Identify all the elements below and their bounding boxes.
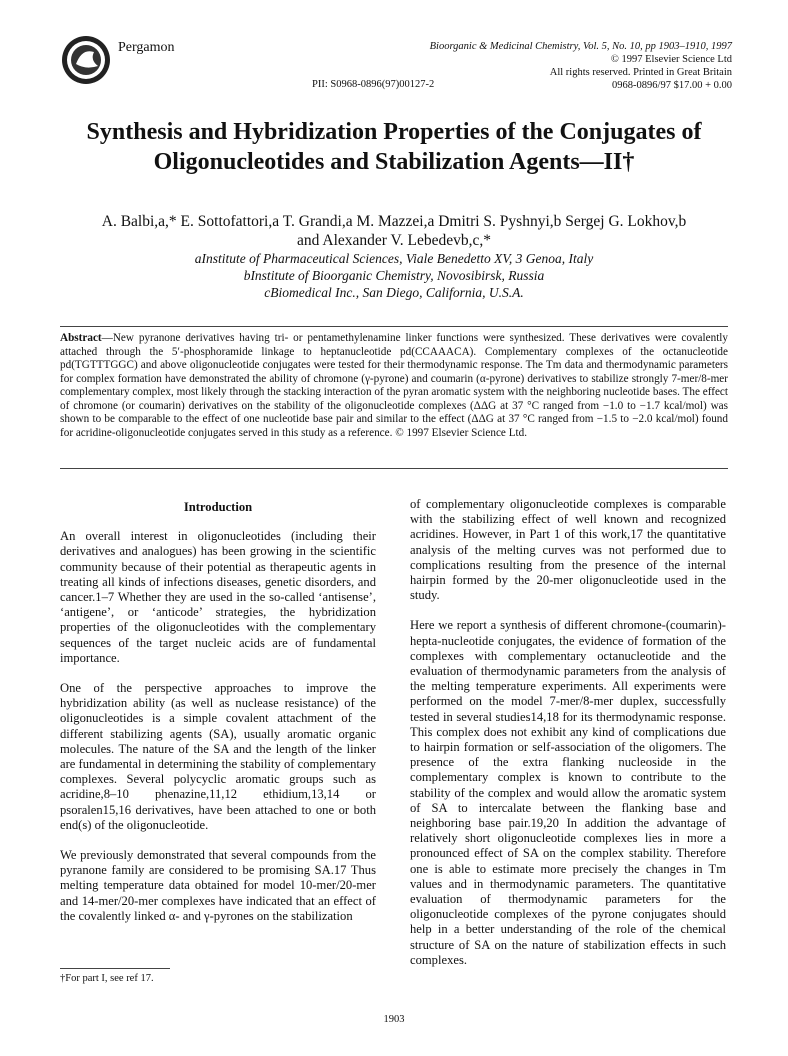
right-column: [410, 497, 726, 983]
pii-line: PII: S0968-0896(97)00127-2: [312, 79, 435, 90]
intro-paragraph-3: We previously demonstrated that several compounds from the pyranone family are considered to be promising SA.17 Thus melting temperature data obtained for model 10-mer/20-mer and 14-mer/20-mer complexes have indicated that an effect of the covalently linked α- and γ-pyrones on the stabilization: [60, 848, 376, 923]
journal-header: [430, 40, 732, 92]
intro-paragraph-2: One of the perspective approaches to improve the hybridization ability (as well as nuclease resistance) of the oligonucleotides is a simple covalent attachment of the different stabilizing agents (SA), usually aromatic organic molecules. The nature of the SA and the length of the linker are fundamental in determining the stability of complementary complexes. Several polycyclic aromatic groups such as acridine,8–10 phenazine,11,12 ethidium,13,14 or psoralen15,16 derivatives, have been attached to one or both end(s) of the oligonucleotide.: [60, 681, 376, 832]
footnote-rule: [60, 968, 170, 969]
abstract-top-rule: [60, 326, 728, 327]
footnote: †For part I, see ref 17.: [60, 973, 154, 984]
author-list: [40, 212, 748, 250]
pergamon-logo: [60, 34, 112, 86]
intro-paragraph-5: Here we report a synthesis of different chromone-(coumarin)-hepta-nucleotide conjugates, the evidence of formation of the complexes with complementary octanucleotide and the evaluation of thermodynamic parameters from the analysis of the melting temperature experiments. All experiments were performed on the model 7-mer/8-mer duplex, successfully tested in several studies14,18 for its thermodynamic response. This complex does not exhibit any kind of complications due to hairpin formation or self-association of the oligomers. The presence of the extra flanking nucleoside in the complementary complex is known to contribute to the stability of the complex and would allow the aromatic system of SA to intercalate between the flanking base and neighboring base pair.19,20 In addition the advantage of relatively short oligonucleotide complexes lies in more a pronounced effect of SA on the complex stability. Therefore one is able to estimate more precisely the changes in Tm values and in thermodynamic parameters. The quantitative evaluation of thermodynamic parameters for the oligonucleotide complexes of the pyrone conjugates should help in a better understanding of the role of the chemical structure of SA on the nature of stabilization effects in such complexes.: [410, 618, 726, 967]
affiliation-c: cBiomedical Inc., San Diego, California, U.S.A.: [264, 285, 524, 300]
introduction-heading: Introduction: [183, 500, 253, 514]
authors-line-2: and Alexander V. Lebedevb,c,*: [297, 232, 491, 249]
affiliation-a: aInstitute of Pharmaceutical Sciences, Viale Benedetto XV, 3 Genoa, Italy: [194, 251, 594, 266]
authors-line-1: A. Balbi,a,* E. Sottofattori,a T. Grandi,a M. Mazzei,a Dmitri S. Pyshnyi,b Sergej G. Lokhov,b: [101, 213, 687, 230]
publisher-name: Pergamon: [118, 40, 175, 55]
issn-line: 0968-0896/97 $17.00 + 0.00: [612, 80, 732, 91]
abstract-bottom-rule: [60, 468, 728, 469]
article-title: [40, 117, 748, 177]
rights-line: All rights reserved. Printed in Great Britain: [549, 67, 732, 78]
copyright-line: © 1997 Elsevier Science Ltd: [610, 54, 732, 65]
abstract-label: Abstract: [60, 332, 102, 344]
title-line-2: Oligonucleotides and Stabilization Agents—II†: [153, 149, 635, 175]
intro-paragraph-4: of complementary oligonucleotide complexes is comparable with the stabilizing effect of well known and recognized acridines. However, in Part 1 of this work,17 the quantitative analysis of the melting curves was not performed due to complications resulting from the presence of the internal hairpin formed by the 20-mer oligonucleotide used in the study.: [410, 497, 726, 603]
left-column: [60, 500, 376, 939]
intro-paragraph-1: An overall interest in oligonucleotides (including their derivatives and analogues) has been growing in the scientific community because of their potential as therapeutic agents in treating all kinds of infections diseases, genetic disorders, and cancer.1–7 Whether they are used in the so-called ‘antisense’, ‘antigene’, or ‘anticode’ strategies, the hybridization properties of the oligonucleotides with the complementary sequences of the target nucleic acids are of fundamental importance.: [60, 529, 376, 665]
affiliation-b: bInstitute of Bioorganic Chemistry, Novosibirsk, Russia: [243, 268, 545, 283]
page-number: 1903: [383, 1014, 405, 1025]
abstract-text: —New pyranone derivatives having tri- or pentamethylenamine linker functions were synthesized. These derivatives were covalently attached through the 5′-phosphoramide linkage to heptanucleotide pd(CCAAACA). Complementary complexes of the octanucleotide pd(TGTTTGGC) and above oligonucleotide conjugates were tested for their thermodynamic response. The Tm data and thermodynamic parameters for complex formation have demonstrated the ability of chromone (γ-pyrone) and coumarin (α-pyrone) derivatives to stabilize strongly 7-mer/8-mer complementary complex, most likely through the stacking interaction of the pyran aromatic system with the neighboring nucleotide bases. The effect of chromone (or coumarin) derivatives on the stability of the oligonucleotide complexes (ΔΔG at 37 °C ranged from −1.0 to −1.7 kcal/mol) was shown to be comparable to the effect of one nucleotide base pair and similar to the effect (ΔΔG at 37 °C ranged from −1.5 to −2.0 kcal/mol) found for acridine-oligonucleotide conjugates served in this study as a reference. © 1997 Elsevier Science Ltd.: [60, 332, 728, 439]
abstract: [60, 332, 728, 440]
journal-citation: Bioorganic & Medicinal Chemistry, Vol. 5, No. 10, pp 1903–1910, 1997: [429, 41, 732, 52]
title-line-1: Synthesis and Hybridization Properties of the Conjugates of: [86, 119, 702, 145]
affiliations: [40, 250, 748, 301]
